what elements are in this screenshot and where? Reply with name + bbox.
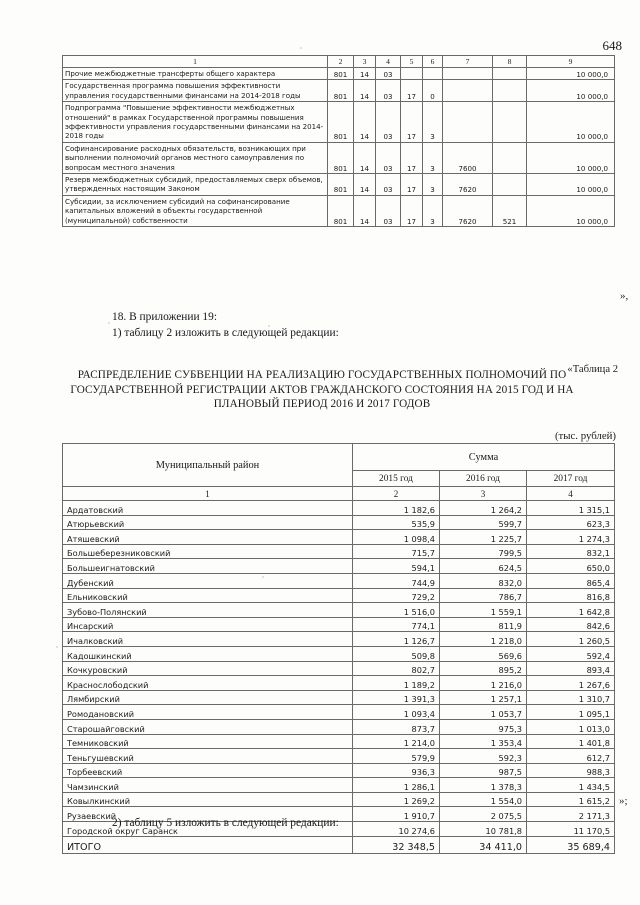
- column-number-8: 8: [493, 56, 527, 68]
- value-y2017: 865,4: [527, 573, 615, 588]
- table-row: [63, 559, 615, 574]
- table-total-row: [63, 836, 615, 853]
- district-name: Ардатовский: [63, 501, 353, 516]
- cell-c7: 7620: [443, 174, 493, 196]
- cell-amount: 10 000,0: [527, 142, 615, 173]
- header-year-2016: 2016 год: [440, 471, 527, 487]
- cell-c3: 14: [354, 142, 376, 173]
- cell-c2: 801: [328, 80, 354, 102]
- value-y2015: 774,1: [353, 617, 440, 632]
- district-name: Атюрьевский: [63, 515, 353, 530]
- cell-c3: 14: [354, 80, 376, 102]
- table-row: [63, 690, 615, 705]
- row-name: Государственная программа повышения эффективности управления государственными финансами на 2014-2018 годы: [63, 80, 328, 102]
- table-row: [63, 530, 615, 545]
- column-number-4: 4: [376, 56, 401, 68]
- header-year-2017: 2017 год: [527, 471, 615, 487]
- cell-c8: [493, 142, 527, 173]
- table-row: [63, 719, 615, 734]
- header-sum: Сумма: [353, 444, 615, 471]
- value-y2015: 729,2: [353, 588, 440, 603]
- column-number-1: 1: [63, 56, 328, 68]
- budget-classification-table: [62, 55, 614, 227]
- district-name: Ичалковский: [63, 632, 353, 647]
- units-label: (тыс. рублей): [554, 430, 616, 442]
- value-y2017: 1 274,3: [527, 530, 615, 545]
- column-number-6: 6: [423, 56, 443, 68]
- column-number-3: 3: [440, 487, 527, 501]
- total-y2015: 32 348,5: [353, 836, 440, 853]
- value-y2016: 786,7: [440, 588, 527, 603]
- cell-c6: 0: [423, 80, 443, 102]
- page-title: РАСПРЕДЕЛЕНИЕ СУБВЕНЦИИ НА РЕАЛИЗАЦИЮ ГОСУДАРСТВЕННЫХ ПОЛНОМОЧИЙ ПО ГОСУДАРСТВЕННОЙ РЕГИСТРАЦИИ АКТОВ ГРАЖДАНСКОГО СОСТОЯНИЯ НА 2015 ГОД И НА ПЛАНОВЫЙ ПЕРИОД 2016 И 2017 ГОДОВ: [70, 369, 574, 411]
- value-y2015: 1 182,6: [353, 501, 440, 516]
- total-y2017: 35 689,4: [527, 836, 615, 853]
- district-name: Большеберезниковский: [63, 544, 353, 559]
- district-name: Теньгушевский: [63, 749, 353, 764]
- table-row: [63, 195, 615, 226]
- row-name: Резерв межбюджетных субсидий, предоставляемых сверх объемов, утвержденных настоящим Законом: [63, 174, 328, 196]
- row-name: Прочие межбюджетные трансферты общего характера: [63, 68, 328, 80]
- value-y2015: 594,1: [353, 559, 440, 574]
- value-y2015: 1 516,0: [353, 603, 440, 618]
- closing-quote-top: »,: [620, 290, 629, 302]
- column-number-3: 3: [354, 56, 376, 68]
- value-y2015: 1 286,1: [353, 778, 440, 793]
- value-y2017: 1 267,6: [527, 676, 615, 691]
- district-name: Старошайговский: [63, 719, 353, 734]
- value-y2016: 975,3: [440, 719, 527, 734]
- value-y2015: 715,7: [353, 544, 440, 559]
- value-y2015: 1 098,4: [353, 530, 440, 545]
- table-row: [63, 68, 615, 80]
- table-row: [63, 515, 615, 530]
- table-column-number-row: [63, 56, 615, 68]
- value-y2016: 1 225,7: [440, 530, 527, 545]
- value-y2016: 624,5: [440, 559, 527, 574]
- value-y2015: 873,7: [353, 719, 440, 734]
- district-name: Кочкуровский: [63, 661, 353, 676]
- cell-c3: 14: [354, 195, 376, 226]
- cell-c7: 7600: [443, 142, 493, 173]
- row-name: Софинансирование расходных обязательств, возникающих при выполнении полномочий органов местного самоуправления по вопросам местного значения: [63, 142, 328, 173]
- cell-c4: 03: [376, 174, 401, 196]
- cell-c6: 3: [423, 195, 443, 226]
- cell-c5: 17: [401, 80, 423, 102]
- cell-c8: [493, 80, 527, 102]
- value-y2016: 1 218,0: [440, 632, 527, 647]
- district-name: Кадошкинский: [63, 646, 353, 661]
- paragraph-item-18: 18. В приложении 19:: [112, 311, 217, 323]
- cell-c6: 3: [423, 142, 443, 173]
- table-row: [63, 573, 615, 588]
- value-y2017: 1 095,1: [527, 705, 615, 720]
- cell-c7: [443, 102, 493, 143]
- district-name: Темниковский: [63, 734, 353, 749]
- value-y2016: 1 559,1: [440, 603, 527, 618]
- cell-c6: 3: [423, 174, 443, 196]
- column-number-2: 2: [353, 487, 440, 501]
- value-y2017: 1 401,8: [527, 734, 615, 749]
- cell-amount: 10 000,0: [527, 68, 615, 80]
- district-name: Чамзинский: [63, 778, 353, 793]
- scan-speck: [268, 325, 270, 327]
- page-number: 648: [602, 38, 622, 53]
- table-row: [63, 661, 615, 676]
- cell-c4: 03: [376, 102, 401, 143]
- paragraph-item-1: 1) таблицу 2 изложить в следующей редакции:: [112, 327, 339, 339]
- value-y2015: 10 274,6: [353, 822, 440, 837]
- table-row: [63, 603, 615, 618]
- value-y2017: 592,4: [527, 646, 615, 661]
- district-name: Торбеевский: [63, 763, 353, 778]
- cell-c5: 17: [401, 174, 423, 196]
- value-y2015: 535,9: [353, 515, 440, 530]
- value-y2016: 592,3: [440, 749, 527, 764]
- cell-c4: 03: [376, 195, 401, 226]
- header-year-2015: 2015 год: [353, 471, 440, 487]
- cell-c4: 03: [376, 80, 401, 102]
- value-y2017: 1 642,8: [527, 603, 615, 618]
- table-row: [63, 763, 615, 778]
- value-y2015: 1 214,0: [353, 734, 440, 749]
- value-y2015: 579,9: [353, 749, 440, 764]
- value-y2017: 816,8: [527, 588, 615, 603]
- total-y2016: 34 411,0: [440, 836, 527, 853]
- value-y2015: 1 189,2: [353, 676, 440, 691]
- value-y2015: 1 126,7: [353, 632, 440, 647]
- cell-c8: [493, 68, 527, 80]
- total-label: ИТОГО: [63, 836, 353, 853]
- table-row: [63, 734, 615, 749]
- value-y2016: 1 554,0: [440, 792, 527, 807]
- table-row: [63, 588, 615, 603]
- value-y2017: 1 260,5: [527, 632, 615, 647]
- value-y2016: 1 264,2: [440, 501, 527, 516]
- table-row: [63, 705, 615, 720]
- row-name: Субсидии, за исключением субсидий на софинансирование капитальных вложений в объекты государственной (муниципальной) собственности: [63, 195, 328, 226]
- district-name: Атяшевский: [63, 530, 353, 545]
- cell-c4: 03: [376, 68, 401, 80]
- value-y2017: 988,3: [527, 763, 615, 778]
- cell-c3: 14: [354, 174, 376, 196]
- scan-speck: [262, 576, 264, 578]
- district-name: Лямбирский: [63, 690, 353, 705]
- district-name: Рузаевский: [63, 807, 353, 822]
- table-row: [63, 174, 615, 196]
- cell-c5: 17: [401, 195, 423, 226]
- cell-c5: [401, 68, 423, 80]
- value-y2017: 11 170,5: [527, 822, 615, 837]
- value-y2016: 1 053,7: [440, 705, 527, 720]
- table-row: [63, 617, 615, 632]
- cell-amount: 10 000,0: [527, 195, 615, 226]
- value-y2016: 895,2: [440, 661, 527, 676]
- district-name: Краснослободский: [63, 676, 353, 691]
- value-y2016: 2 075,5: [440, 807, 527, 822]
- value-y2015: 509,8: [353, 646, 440, 661]
- cell-c8: [493, 174, 527, 196]
- value-y2017: 1 434,5: [527, 778, 615, 793]
- table-row: [63, 778, 615, 793]
- value-y2016: 799,5: [440, 544, 527, 559]
- table-row: [63, 102, 615, 143]
- district-name: Большеигнатовский: [63, 559, 353, 574]
- table-column-number-row: [63, 487, 615, 501]
- district-name: Зубово-Полянский: [63, 603, 353, 618]
- value-y2016: 811,9: [440, 617, 527, 632]
- value-y2017: 842,6: [527, 617, 615, 632]
- value-y2017: 1 315,1: [527, 501, 615, 516]
- value-y2015: 1 391,3: [353, 690, 440, 705]
- column-number-9: 9: [527, 56, 615, 68]
- header-municipal-district: Муниципальный район: [63, 444, 353, 487]
- value-y2017: 2 171,3: [527, 807, 615, 822]
- column-number-4: 4: [527, 487, 615, 501]
- cell-c8: [493, 102, 527, 143]
- value-y2017: 893,4: [527, 661, 615, 676]
- table-row: [63, 80, 615, 102]
- column-number-5: 5: [401, 56, 423, 68]
- cell-c2: 801: [328, 195, 354, 226]
- cell-amount: 10 000,0: [527, 80, 615, 102]
- scan-speck: [300, 47, 302, 49]
- value-y2015: 1 910,7: [353, 807, 440, 822]
- value-y2017: 612,7: [527, 749, 615, 764]
- value-y2017: 832,1: [527, 544, 615, 559]
- cell-c8: 521: [493, 195, 527, 226]
- district-name: Дубенский: [63, 573, 353, 588]
- table-row: [63, 646, 615, 661]
- value-y2016: 1 353,4: [440, 734, 527, 749]
- cell-c5: 17: [401, 102, 423, 143]
- value-y2016: 599,7: [440, 515, 527, 530]
- value-y2015: 936,3: [353, 763, 440, 778]
- value-y2015: 802,7: [353, 661, 440, 676]
- cell-c2: 801: [328, 142, 354, 173]
- value-y2015: 744,9: [353, 573, 440, 588]
- value-y2016: 569,6: [440, 646, 527, 661]
- cell-c5: 17: [401, 142, 423, 173]
- paragraph-item-2: 2) таблицу 5 изложить в следующей редакции:: [112, 817, 339, 829]
- cell-c7: [443, 80, 493, 102]
- column-number-2: 2: [328, 56, 354, 68]
- value-y2017: 650,0: [527, 559, 615, 574]
- district-name: Ковылкинский: [63, 792, 353, 807]
- table-row: [63, 544, 615, 559]
- value-y2017: 623,3: [527, 515, 615, 530]
- value-y2016: 1 257,1: [440, 690, 527, 705]
- row-name: Подпрограмма "Повышение эффективности межбюджетных отношений" в рамках Государственной программы повышения эффективности управления государственными финансами на 2014-2018 годы: [63, 102, 328, 143]
- table-row: [63, 632, 615, 647]
- table-row: [63, 142, 615, 173]
- district-name: Ельниковский: [63, 588, 353, 603]
- cell-c7: 7620: [443, 195, 493, 226]
- column-number-7: 7: [443, 56, 493, 68]
- value-y2015: 1 093,4: [353, 705, 440, 720]
- cell-c2: 801: [328, 68, 354, 80]
- value-y2017: 1 615,2: [527, 792, 615, 807]
- subvention-distribution-table: [62, 443, 614, 854]
- scan-speck: [108, 322, 110, 324]
- cell-c2: 801: [328, 102, 354, 143]
- value-y2016: 832,0: [440, 573, 527, 588]
- value-y2016: 987,5: [440, 763, 527, 778]
- table-row: [63, 501, 615, 516]
- table-header-row: [63, 444, 615, 471]
- cell-amount: 10 000,0: [527, 174, 615, 196]
- value-y2016: 1 378,3: [440, 778, 527, 793]
- scan-speck: [56, 646, 58, 648]
- value-y2017: 1 310,7: [527, 690, 615, 705]
- value-y2016: 10 781,8: [440, 822, 527, 837]
- cell-c3: 14: [354, 102, 376, 143]
- value-y2017: 1 013,0: [527, 719, 615, 734]
- value-y2016: 1 216,0: [440, 676, 527, 691]
- table-row: [63, 749, 615, 764]
- cell-c6: [423, 68, 443, 80]
- column-number-1: 1: [63, 487, 353, 501]
- district-name: Инсарский: [63, 617, 353, 632]
- closing-quote-main: »;: [619, 795, 628, 807]
- district-name: Городской округ Саранск: [63, 822, 353, 837]
- district-name: Ромодановский: [63, 705, 353, 720]
- cell-c3: 14: [354, 68, 376, 80]
- cell-c6: 3: [423, 102, 443, 143]
- table-row: [63, 676, 615, 691]
- cell-c7: [443, 68, 493, 80]
- cell-c2: 801: [328, 174, 354, 196]
- cell-c4: 03: [376, 142, 401, 173]
- value-y2015: 1 269,2: [353, 792, 440, 807]
- table-label: «Таблица 2: [567, 364, 618, 375]
- cell-amount: 10 000,0: [527, 102, 615, 143]
- table-row: [63, 792, 615, 807]
